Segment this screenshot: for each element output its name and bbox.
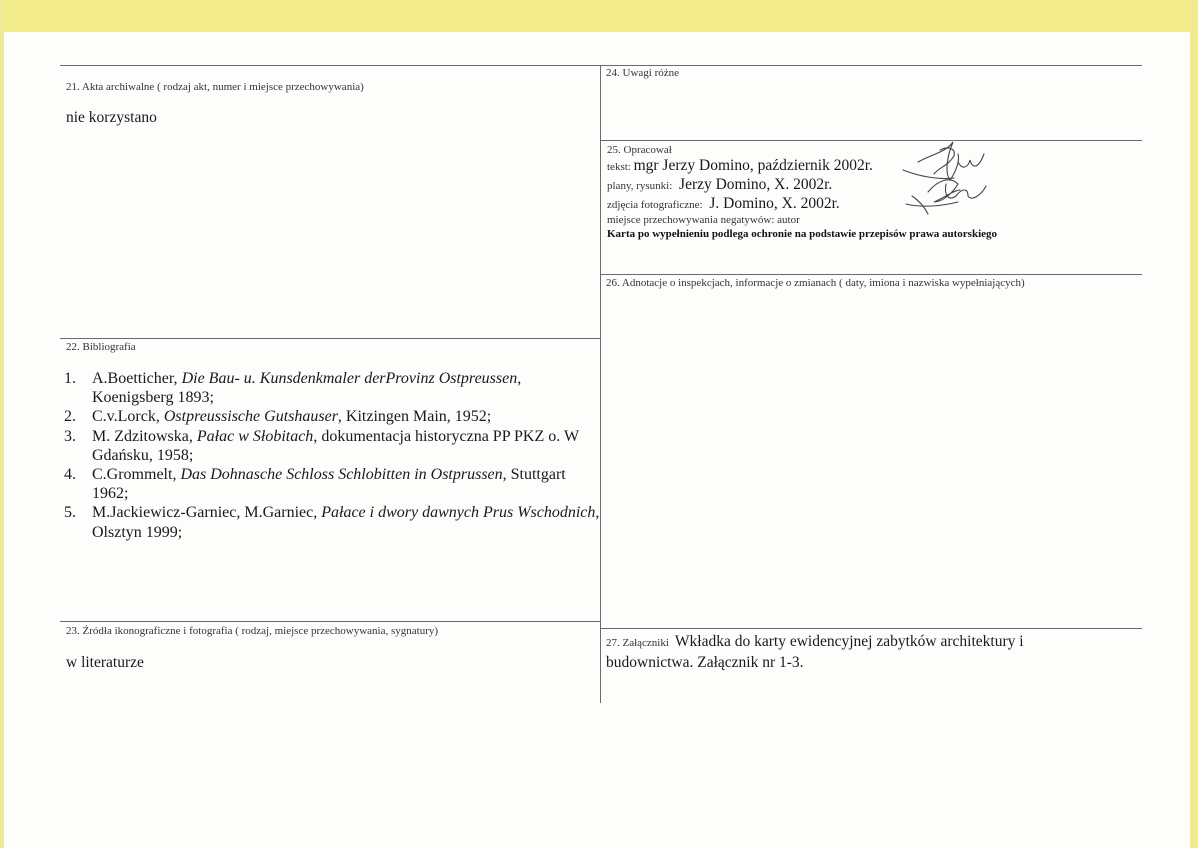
rule-25-26 <box>600 274 1142 275</box>
item-number: 5. <box>64 504 76 522</box>
drawings-field-label: plany, rysunki: <box>607 180 673 192</box>
item-number: 4. <box>64 466 76 484</box>
drawings-field-value: Jerzy Domino, X. 2002r. <box>679 176 833 193</box>
rule-26-27 <box>600 628 1142 629</box>
negatives-location: miejsce przechowywania negatywów: autor <box>607 214 800 226</box>
section-23-value: w literaturze <box>66 654 144 671</box>
item-text: C.Grommelt, Das Dohnasche Schloss Schlobitten in Ostprussen, Stuttgart 1962; <box>92 466 566 503</box>
section-22-label: 22. Bibliografia <box>66 341 136 353</box>
rule-21-22 <box>60 338 600 339</box>
section-24-label: 24. Uwagi różne <box>606 67 680 79</box>
item-text: M.Jackiewicz-Garniec, M.Garniec, Pałace i dwory dawnych Prus Wschodnich, Olsztyn 1999; <box>92 504 600 541</box>
section-27-label: 27. Załączniki <box>606 637 669 649</box>
photos-field-value: J. Domino, X. 2002r. <box>709 195 840 212</box>
text-field-value: mgr Jerzy Domino, październik 2002r. <box>633 157 873 174</box>
item-number: 2. <box>64 408 76 426</box>
rule-24-25 <box>600 140 1142 141</box>
item-text: A.Boetticher, Die Bau- u. Kunsdenkmaler derProvinz Ostpreussen, Koenigsberg 1893; <box>92 370 522 407</box>
list-item <box>64 503 604 541</box>
list-item <box>64 427 604 465</box>
section-21-value: nie korzystano <box>66 109 157 126</box>
item-number: 3. <box>64 427 76 445</box>
photos-field-label: zdjęcia fotograficzne: <box>607 199 703 211</box>
item-number: 1. <box>64 370 76 387</box>
list-item <box>64 465 604 503</box>
section-27-value-line1: Wkładka do karty ewidencyjnej zabytków architektury i <box>674 633 1024 650</box>
list-item <box>64 407 604 426</box>
section-27-block <box>606 632 1126 673</box>
paper-edge-right <box>1190 0 1198 848</box>
rule-top <box>60 65 1142 66</box>
copyright-notice: Karta po wypełnieniu podlega ochronie na podstawie przepisów prawa autorskiego <box>607 228 998 240</box>
list-item <box>64 369 604 407</box>
section-26-label: 26. Adnotacje o inspekcjach, informacje o zmianach ( daty, imiona i nazwiska wypełniających) <box>606 277 1025 289</box>
section-23-label: 23. Źródła ikonograficzne i fotografia ( rodzaj, miejsce przechowywania, sygnatury) <box>66 625 439 637</box>
section-27-value-line2: budownictwa. Załącznik nr 1-3. <box>606 654 804 671</box>
bibliography-list <box>64 369 604 542</box>
section-21-label: 21. Akta archiwalne ( rodzaj akt, numer i miejsce przechowywania) <box>66 81 364 93</box>
handwritten-signature <box>898 132 990 222</box>
section-25-label: 25. Opracował <box>607 144 672 156</box>
text-field-label: tekst: <box>607 161 631 173</box>
item-text: M. Zdzitowska, Pałac w Słobitach, dokumentacja historyczna PP PKZ o. W Gdańsku, 1958; <box>92 427 579 464</box>
item-text: C.v.Lorck, Ostpreussische Gutshauser, Kitzingen Main, 1952; <box>92 408 492 426</box>
rule-22-23 <box>60 621 600 622</box>
